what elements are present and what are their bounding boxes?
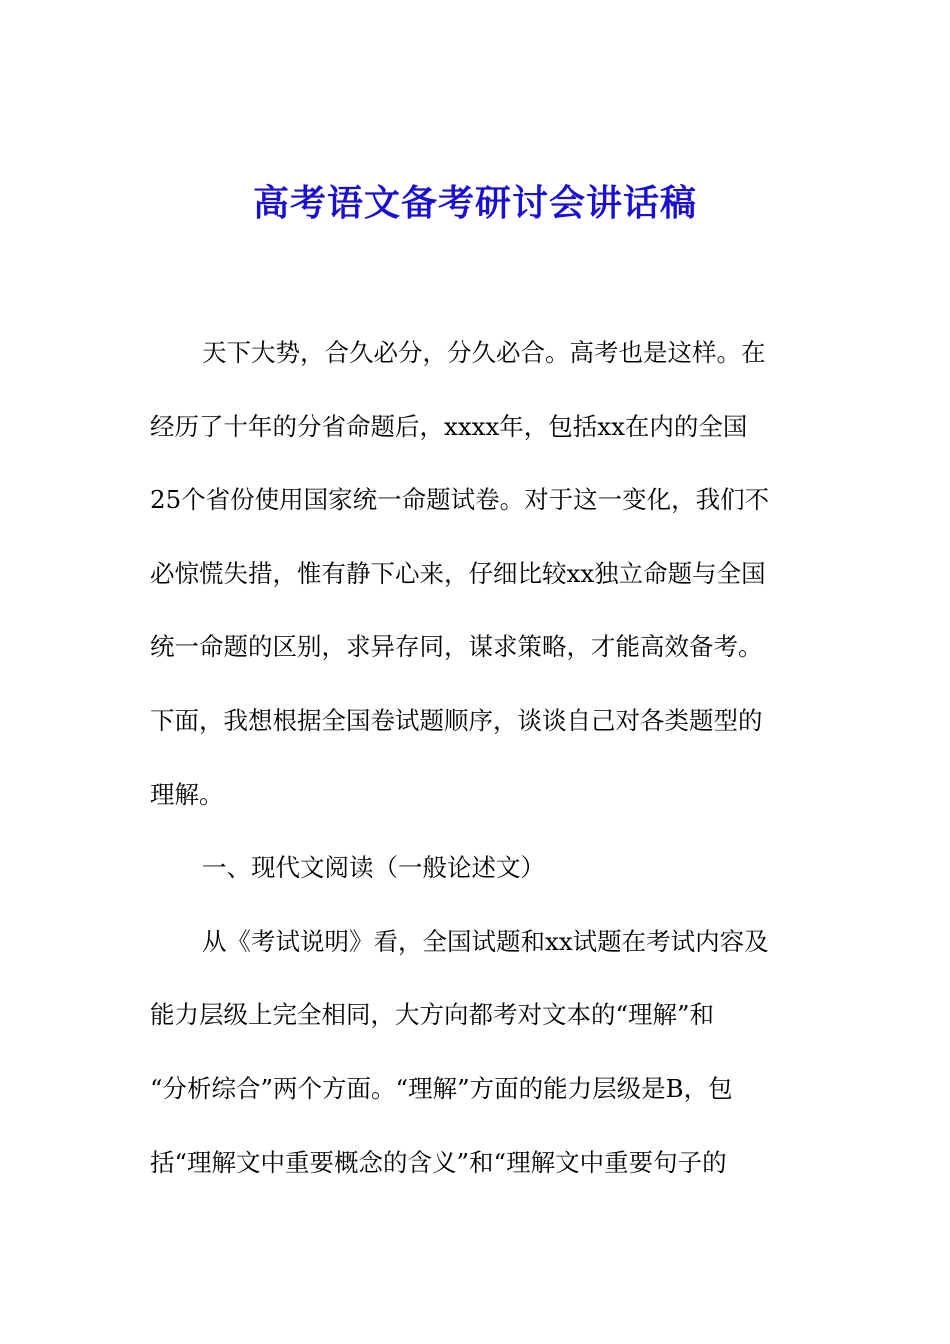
section-heading: 一、现代文阅读（一般论述文）	[202, 853, 545, 883]
paragraph-line: 下面，我想根据全国卷试题顺序，谈谈自己对各类题型的	[150, 705, 763, 735]
paragraph-line: 25个省份使用国家统一命题试卷。对于这一变化，我们不	[150, 485, 770, 515]
paragraph-line: 理解。	[150, 779, 224, 809]
paragraph-line: 括“理解文中重要概念的含义”和“理解文中重要句子的	[150, 1147, 727, 1177]
paragraph-line: 经历了十年的分省命题后，xxxx年，包括xx在内的全国	[150, 411, 748, 441]
paragraph-line: 必惊慌失措，惟有静下心来，仔细比较xx独立命题与全国	[150, 558, 766, 588]
document-title: 高考语文备考研讨会讲话稿	[252, 182, 697, 224]
paragraph-line: 天下大势，合久必分，分久必合。高考也是这样。在	[202, 338, 766, 367]
paragraph-line: 从《考试说明》看，全国试题和xx试题在考试内容及	[202, 926, 769, 956]
paragraph-line: 统一命题的区别，求异存同，谋求策略，才能高效备考。	[150, 632, 763, 662]
document-body	[150, 329, 810, 1212]
paragraph-line: “分析综合”两个方面。“理解”方面的能力层级是B，包	[150, 1073, 733, 1103]
paragraph-line: 能力层级上完全相同，大方向都考对文本的“理解”和	[150, 1000, 715, 1030]
